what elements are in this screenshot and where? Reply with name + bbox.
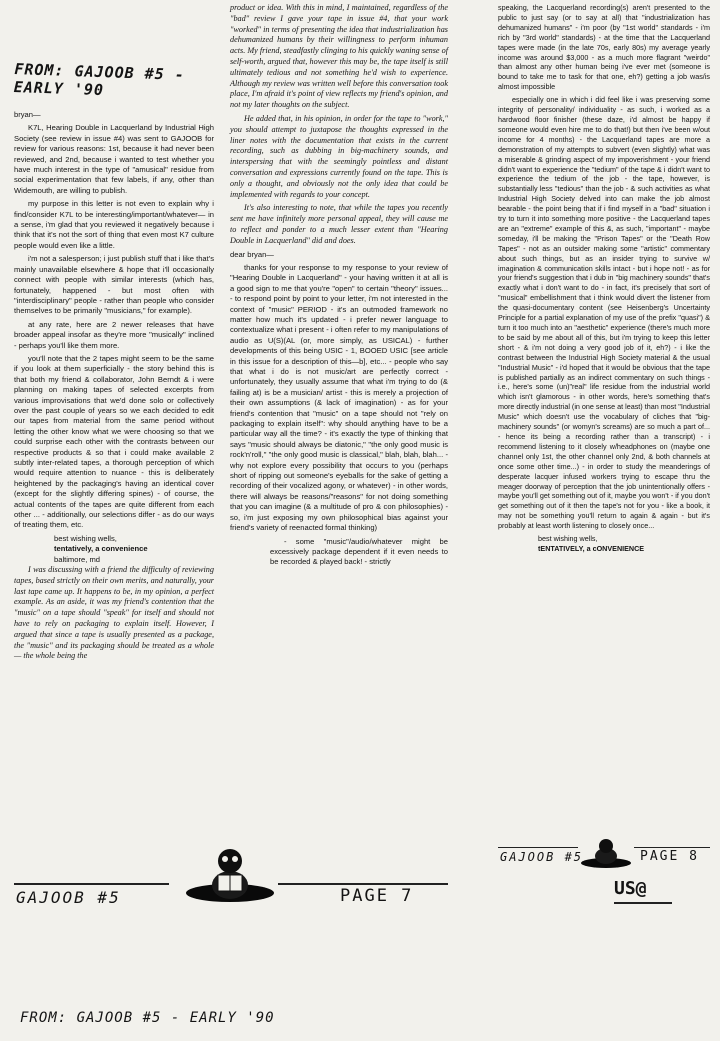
footer-magazine-title: GAJOOB #5 <box>500 850 584 864</box>
handwritten-source-note: FROM: GAJOOB #5 - EARLY '90 <box>20 1010 275 1026</box>
paragraph: thanks for your response to my response to your review of "Hearing Double in Lacquerland" - your having written it at all is a good sign to me that you're "open" to certain "theory" issues... - to respond point by point to your letter, i'm not interested in the context of "music" PERIOD - it's an outmoded framework no matter how much it's updated - i prefer newer language to contextualize what i present - i often refer to my manipulations of audio as U(S)(AL (or, more simply, as USICAL) - further developments of this being USIC - 1, BOOED USIC [see article in this issue for a description of this—b], etc... - people who say that what i do is not music/art are perfectly correct - unfortunately, they usually assume that what i'm trying to do (& failing at) is be a musician/ artist - this is merely a projection of their own assumptions (& lack of imagination) - as for your friend's contention that "music" on a tape should not "rely on packaging to explain itself": why should anything have to be a particular way all the time? - it's exactly the type of thinking that says "music should always be diatonic," "the only good music is rock'n'roll," "the only good music is classical," blah, blah, blah... - why not explore every possibility that occurs to you (perhaps short of ripping out someone's eyeballs for the sake of getting a recording of their vocalized agony, or whatever) - in other words, there will always be reasons/"reasons" for not doing something that you can imagine (& a multitude of pro & con philosophies) - so, i'm just exposing my own philosophical bias against your friend's variety of reenacted formal thinking) <box>230 262 448 533</box>
italic-editor-letter: I was discussing with a friend the difficulty of reviewing tapes, based strictly on their own merits, and naturally, your last tape came up. It happens to be, in my opinion, a perfect example. As an aside, it was my friend's contention that the "music" on a tape should "speak" for itself and should not have to rely on packaging to explain itself. However, I argued that since a tape is usually presented as a package, the "music" and its packaging should be treated as a whole— the whole being the <box>14 565 214 661</box>
italic-paragraph: He added that, in his opinion, in order for the tape to "work," you should attempt to juxtapose the thoughts expressed in the liner notes with the documentation that exists in the current recording, such as dubbing in big-machinery sounds, and interspersing that with the seemingly pointless and distant conversation and expressions currently found on the tape. This is only a thought, and obviously not the only idea that could be implemented with regards to your concept. <box>230 113 448 199</box>
footer-rule <box>278 883 448 885</box>
paragraph: speaking, the Lacquerland recording(s) aren't presented to the public to just say (or to say at all) that "industrialization has dehumanized humans" - i'm poor (by "1st world" standards - i'm rich by "3rd world" standards) - at the time that the Lacquerland tapes were made (in the late 70s, early 80s) my average yearly income was around $3,000 - as a much more flagrant "weirdo" than almost any other human being i've ever met (someone is bound to take me to task for that one, eh?) getting a job was/is almost impossible <box>498 3 710 92</box>
us-at-stamp: US@ <box>614 878 647 899</box>
signoff-line: best wishing wells, <box>538 534 598 544</box>
mascot-reader-icon <box>578 838 634 868</box>
signoff-line: tentatively, a convenience <box>54 544 148 554</box>
footer-rule <box>14 883 169 885</box>
paragraph: i'm not a salesperson; i just publish stuff that i like that's mainly unavailable elsewhere & hope that i'll occasionally connect with people with similar interests (which has, fortunately, happened - but most often with "interdisciplinary" people - rather than people who consider themselves to be primarily "musicians," for example). <box>14 254 214 316</box>
paragraph: you'll note that the 2 tapes might seem to be the same if you look at them superficially - the story behind this is that both my friend & collaborator, John Berndt & i were planning on making tapes of selected excerpts from various improvisations that we'd done solo or collectively over the past couple of years so we each decided to edit our tapes from material from the same period without letting the other know what we were choosing so that we could surprise each other with the contrasts between our respective products & so that i could make available 2 subtly inter-related tapes, a thorough perception of which would require attention to nuance - this is deliberately heightened by the packaging's having an identical cover (except for the slightly differing spines) - of course, the actual contents of the tapes are quite different from each other ... - additionally, our selections differ - as do our ways of treating them, etc. <box>14 353 214 530</box>
handwritten-source-note: FROM: GAJOOB #5 - EARLY '90 <box>13 59 186 100</box>
footer-rule <box>634 847 710 848</box>
column-2 <box>230 3 448 571</box>
italic-paragraph: It's also interesting to note, that while the tapes you recently sent me have infinitely more personal appeal, they will cause me to reflect and ponder to a much lesser extent than "Hearing Double in Lacquerland" did and does. <box>230 203 448 245</box>
italic-paragraph: product or idea. With this in mind, I maintained, regardless of the "bad" review I gave your tape in issue #4, that your work "worked" in terms of presenting the idea that industrialization has dehumanized humans by their willingness to perform inhuman acts. My friend, steadfastly clinging to his quickly waning sense of self-worth, argued that, however this may be, the tape itself is still ultimately tedious and not something he'd wish to experience. Although my review was written well before this conversation took place, I'm afraid it's point of view reflects my friend's opinion, and not my later thoughts on the subject. <box>230 3 448 110</box>
signoff-line: baltimore, md <box>54 554 101 564</box>
paragraph: my purpose in this letter is not even to explain why i find/consider K7L to be interesting/important/whatever— in a sense, i'm glad that you reviewed it negatively because i think that it's not the sort of thing that even most K7 culture people would even like a little. <box>14 199 214 250</box>
salutation: bryan— <box>14 110 41 119</box>
salutation: dear bryan— <box>230 249 274 259</box>
footer-page-number: PAGE 8 <box>640 849 699 864</box>
paragraph: especially one in which i did feel like i was preserving some integrity of personality/ individuality - as such, i worked as a hardwood floor finisher (these daze, i'd almost be happy if someone would even hire me to do that!) but then i've been w/out income for 4 months) - the Lacquerland tapes are more a demonstration of my attempts to subvert (even slightly) what was a miserable & grinding aspect of my impoverishment - your friend didn't want to experience the "tedium" of the tape & i didn't want to experience the tedium of the job - the tape, however, is substantially less "tedious" than the job - & such activities as what Industrial High Society delved into can make the job almost bearable - the point being that if i find myself in a "bad" situation i try to turn it into something more positive - the Lacquerland tapes are an "extreme" example of this &, as such, "important" - maybe someday, i'll be making the "Prison Tapes" or the "Death Row Tapes" - not as an outsider making some "artistic" commentary about such things, but as an insider trying to survive w/ imagination & communication skills intact - but i hope not! - as for your friend's suggestion that i dub in "big machinery sounds" that's exactly what i don't want to do - in fact, it's precisely that sort of "musical" embellishment that i think would divert the listener from the quasi-documentary content (see Heisenberg's Uncertainty Principle for a partial explanation of my use of the prefix "quasi") & turn it too much into an "aesthetic" experience (there's much more to be said by me about all of this, but i'm trying to keep this letter short - & i'm not doing a very good job of it, eh?) - i like the contrast between the Industrial High Society material & the usual "Industrial Music" - i'd hoped that it would be obvious that the tape is published partially as an indirect commentary on such things - i.e., here's some (un)"real" life residue from the industrial world which isn't glamorous - in other words, here's something that's more directly industrial (in one sense at least) than most "Industrial Music" which doesn't use the vocabulary of cliches that "big-machinery sounds" (or womyn's screams) are so much a part of... - hence its being a recording rather than a transcript) - i recommend listening to it closely w/headphones on (maybe one channel only 1st, the other channel only 2nd, & both channels at once some other time...) - in order to study the meanderings of desperate lacquer infused workers trying to escape thru the meager doorway of perception that the job unintentionally offers - maybe you'll get something out of it, maybe you won't - if you don't get something out of it then the tape's not for you - like a book, it may not be something you'll return to again & again - but it's probably at least worth listening to closely once... <box>498 95 710 531</box>
column-1 <box>14 110 214 665</box>
stamp-underline <box>614 902 672 904</box>
signoff-line: tENTATIVELY, a cONVENIENCE <box>538 543 645 553</box>
paragraph: - some "music"/audio/whatever might be excessively package dependent if it even needs to be recorded & played back! - strictly <box>270 536 448 567</box>
paragraph: K7L, Hearing Double in Lacquerland by Industrial High Society (see review in issue #4) was sent to GAJOOB for review for various reasons: 1st, because it had never been reviewed, and 2nd, because i wanted to test whether you have much interest in the type of "amusical" residue from social experimentation that few labels, if any, other than Widemouth, are willing to publish. <box>14 123 214 195</box>
column-3 <box>498 3 710 554</box>
mascot-reader-icon <box>180 845 280 903</box>
paragraph: at any rate, here are 2 newer releases that have broader appeal insofar as they're more "musically" inclined - perhaps you'll like them more. <box>14 319 214 350</box>
footer-rule <box>498 847 578 848</box>
signoff-line: best wishing wells, <box>54 533 117 543</box>
footer-magazine-title: GAJOOB #5 <box>16 888 121 907</box>
footer-page-number: PAGE 7 <box>340 886 414 906</box>
